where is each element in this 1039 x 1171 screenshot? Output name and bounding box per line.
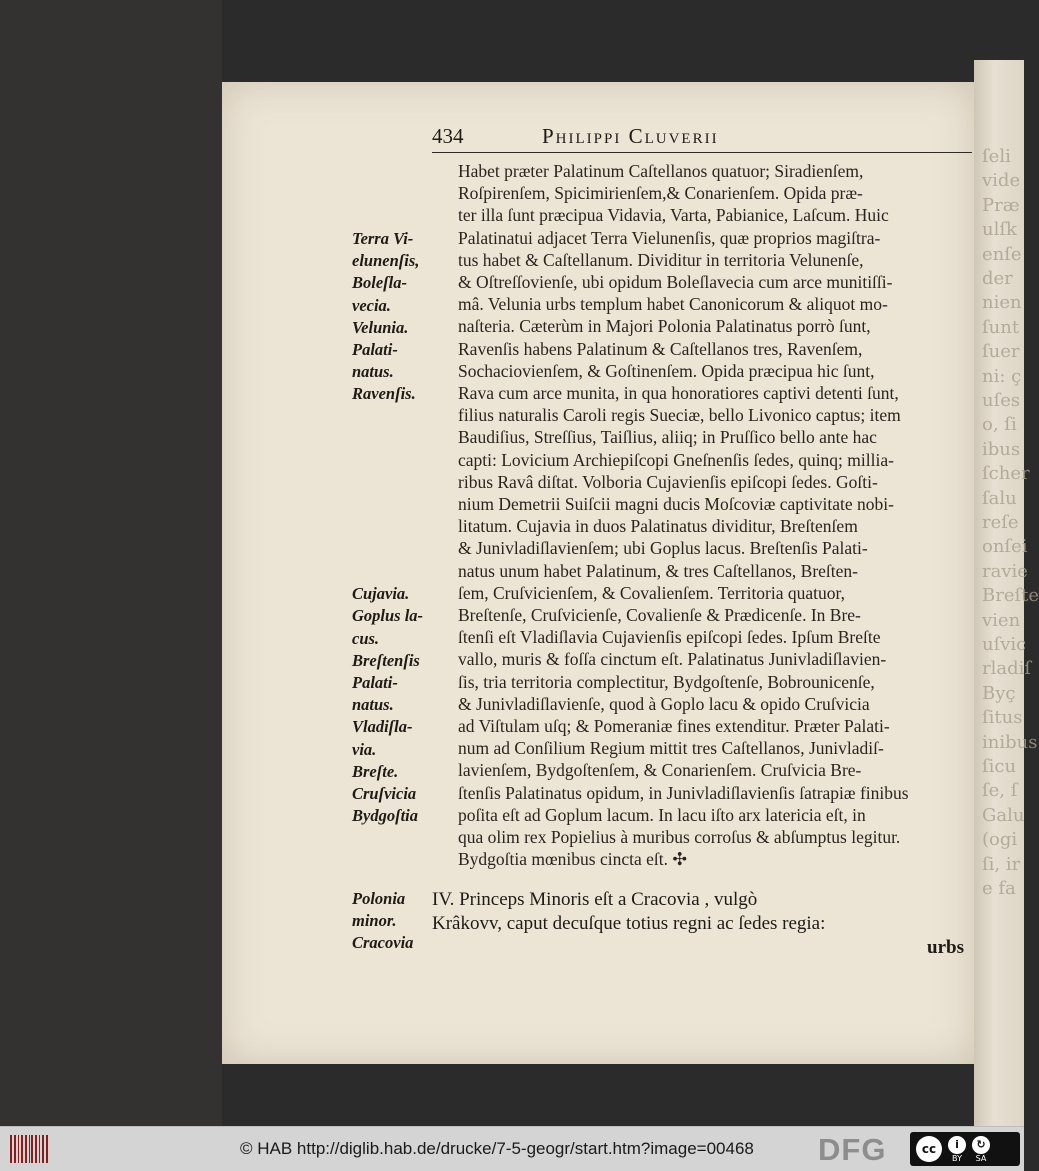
facing-page-text: Byç	[982, 682, 1016, 704]
running-title: Philippi Cluverii	[542, 124, 719, 148]
margin-note: Goplus la-	[352, 606, 424, 626]
page-header	[432, 124, 972, 153]
margin-note: via.	[352, 739, 377, 759]
facing-page-text: der	[982, 268, 1013, 289]
license-by-label: BY	[952, 1153, 962, 1163]
facing-page-text: nien	[982, 292, 1022, 314]
margin-note	[352, 472, 440, 494]
cc-icon: cc	[916, 1136, 942, 1162]
facing-page-text: inibus	[982, 731, 1038, 753]
text-line: Ravenſis habens Palatinum & Caſtellanos tres, Ravenſem,	[458, 338, 863, 359]
attribution-icon: i	[948, 1136, 966, 1154]
margin-note	[352, 406, 440, 428]
text-line: tus habet & Caſtellanum. Dividitur in territoria Velunenſe,	[458, 249, 864, 270]
section-margin-note: minor.	[352, 911, 397, 930]
margin-note: Terra Vi-	[352, 229, 414, 248]
margin-note: Bydgoſtia	[352, 806, 418, 826]
catchword: urbs	[927, 937, 964, 958]
facing-page-text: reſe	[982, 512, 1019, 533]
viewer-footer	[0, 1126, 1024, 1171]
text-line: & Junivladiſlavienſem; ubi Goplus lacus. Breſtenſis Palati-	[458, 538, 868, 559]
facing-page-edge	[974, 60, 1039, 1126]
text-line: capti: Lovicium Archiepiſcopi Gneſnenſis ſedes, quinq; millia-	[458, 449, 894, 470]
facing-page-text: ravie	[982, 560, 1028, 582]
text-line: Sochaciovienſem, & Goſtinenſem. Opida præcipua hic ſunt,	[458, 360, 875, 381]
section-margin-note: Polonia	[352, 889, 406, 908]
text-line: nium Demetrii Suiſcii magni ducis Moſcoviæ captivitate nobi-	[458, 494, 894, 515]
text-line: ad Viſtulam uſq; & Pomeraniæ fines extenditur. Præter Palati-	[458, 716, 890, 737]
facing-page-text: onſei	[982, 536, 1028, 558]
facing-page-text: ſitus	[982, 707, 1023, 729]
margin-note: Breſte.	[352, 761, 399, 781]
text-line: qua olim rex Popielius à muribus corroſus & abſumptus legitur.	[458, 827, 901, 848]
section-line: IV. Princeps Minoris eſt a Cracovia , vulgò	[432, 889, 758, 910]
margin-note: Cujavia.	[352, 584, 410, 604]
text-line: & Oſtreſſovienſe, ubi opidum Boleſlavecia cum arce munitiſſi-	[458, 272, 893, 293]
text-line: ſtenſis Palatinatus opidum, in Junivladiſlavienſis ſatrapiæ finibus	[458, 782, 909, 803]
margin-note: elunenſis,	[352, 251, 420, 271]
text-line: poſita eſt ad Goplum lacum. In lacu iſto arx latericia eſt, in	[458, 804, 866, 825]
license-badge[interactable]	[910, 1132, 1020, 1166]
section-margin-notes	[352, 888, 442, 954]
facing-page-text: ulſk	[982, 219, 1017, 241]
margin-note	[352, 517, 440, 539]
text-line: Rava cum arce munita, in qua honoratiores captivi detenti ſunt,	[458, 383, 899, 404]
text-line: ſtenſi eſt Vladiſlavia Cujavienſis epiſcopi ſedes. Ipſum Breſte	[458, 627, 881, 648]
text-line: vallo, muris & foſſa cinctum eſt. Palatinatus Junivladiſlavien-	[458, 649, 887, 670]
section-margin-note: Cracovia	[352, 933, 414, 952]
text-line: Roſpirenſem, Spicimirienſem,& Conarienſem. Opida præ-	[458, 183, 863, 204]
facing-page-text: vien	[982, 609, 1021, 631]
facing-page-text: o, ſi	[982, 414, 1017, 436]
facing-page-text: ſeli	[982, 146, 1011, 167]
margin-note: Palati-	[352, 340, 398, 360]
section-line: Krâkovv, caput decuſque totius regni ac ſedes regia:	[432, 913, 826, 934]
margin-note	[352, 539, 440, 561]
license-sa	[972, 1136, 990, 1163]
facing-page-text: ni: ç	[982, 365, 1022, 387]
text-line: Bydgoſtia mœnibus cincta eſt. ✣	[458, 849, 688, 870]
facing-page-text: ſuer	[982, 341, 1020, 363]
text-line: Palatinatui adjacet Terra Vielunenſis, quæ proprios magiſtra-	[458, 227, 881, 248]
margin-note	[352, 494, 440, 516]
margin-note: Ravenſis.	[352, 384, 416, 404]
margin-note: Palati-	[352, 673, 398, 693]
margin-note: natus.	[352, 362, 394, 382]
license-sa-label: SA	[975, 1153, 987, 1163]
text-line: ter illa ſunt præcipua Vidavia, Varta, Pabianice, Laſcum. Huic	[458, 205, 889, 226]
facing-page-text: ſi, ir	[982, 853, 1021, 875]
text-line: natus unum habet Palatinum, & tres Caſtellanos, Breſten-	[458, 560, 858, 581]
page-number: 434	[432, 124, 464, 148]
facing-page-text: (ogi	[982, 829, 1018, 851]
text-line: num ad Conſilium Regium mittit tres Caſtellanos, Junivladiſ-	[458, 738, 884, 759]
text-line: lavienſem, Bydgoſtenſem, & Conarienſem. Cruſvicia Bre-	[458, 760, 862, 781]
text-line: mâ. Velunia urbs templum habet Canonicorum & aliquot mo-	[458, 294, 888, 315]
library-barcode-icon	[10, 1135, 48, 1163]
facing-page-text: enſe	[982, 243, 1022, 265]
margin-note: Vladiſla-	[352, 717, 413, 737]
margin-note	[352, 561, 440, 583]
facing-page-text: ſe, ſ	[982, 780, 1018, 802]
scanner-background	[0, 0, 222, 1126]
margin-note: Cruſvicia	[352, 784, 417, 804]
facing-page-text: ſunt	[982, 316, 1020, 338]
facing-page-text: Præ	[982, 194, 1020, 216]
facing-page-text: ſcher	[982, 463, 1030, 485]
text-line: & Junivladiſlavienſe, quod à Goplo lacu & opido Cruſvicia	[458, 693, 870, 714]
margin-note: Velunia.	[352, 317, 409, 337]
text-line: ribus Ravâ diſtat. Volboria Cujavienſis epiſcopi ſedes. Goſti-	[458, 471, 878, 492]
facing-page-text: ſicu	[982, 756, 1017, 777]
section-text	[432, 888, 964, 960]
facing-page-text: Galu	[982, 804, 1025, 826]
text-line: filius naturalis Caroli regis Sueciæ, bello Livonico captus; item	[458, 405, 901, 426]
text-line: ſem, Cruſvicienſem, & Covalienſem. Territoria quatuor,	[458, 582, 846, 603]
text-line: Baudiſius, Streſſius, Taiſlius, aliiq; in Pruſſico bello ante hac	[458, 427, 877, 448]
margin-note: Boleſla-	[352, 273, 407, 293]
facing-page-text: vide	[982, 170, 1021, 192]
margin-note	[352, 450, 440, 472]
facing-page-text: rladiſ	[982, 658, 1032, 680]
license-by	[948, 1136, 966, 1163]
margin-note: Breſtenſis	[352, 650, 420, 670]
margin-note: natus.	[352, 695, 394, 715]
dfg-logo: DFG	[818, 1132, 887, 1167]
share-alike-icon: ↻	[972, 1136, 990, 1154]
text-line: Breſtenſe, Cruſvicienſe, Covalienſe & Prædicenſe. In Bre-	[458, 605, 861, 626]
text-line: ſis, tria territoria complectitur, Bydgoſtenſe, Bobrounicenſe,	[458, 671, 875, 692]
margin-note: cus.	[352, 628, 380, 648]
text-line: Habet præter Palatinum Caſtellanos quatuor; Siradienſem,	[458, 161, 864, 181]
text-line: litatum. Cujavia in duos Palatinatus dividitur, Breſtenſem	[458, 516, 858, 537]
book-page	[222, 82, 974, 1064]
body-text	[458, 160, 963, 871]
facing-page-text: ſalu	[982, 487, 1017, 509]
margin-note	[352, 428, 440, 450]
facing-page-text: uſes	[982, 390, 1021, 411]
margin-notes	[352, 228, 440, 827]
copyright-link[interactable]: © HAB http://diglib.hab.de/drucke/7-5-geogr/start.htm?image=00468	[240, 1139, 754, 1158]
margin-note: vecia.	[352, 295, 391, 315]
facing-page-text: Breſte	[982, 585, 1039, 607]
facing-page-text: e fa	[982, 878, 1016, 899]
text-line: naſteria. Cæterùm in Majori Polonia Palatinatus porrò ſunt,	[458, 316, 871, 337]
facing-page-text: uſvic	[982, 634, 1027, 655]
facing-page-text: ibus	[982, 438, 1021, 460]
